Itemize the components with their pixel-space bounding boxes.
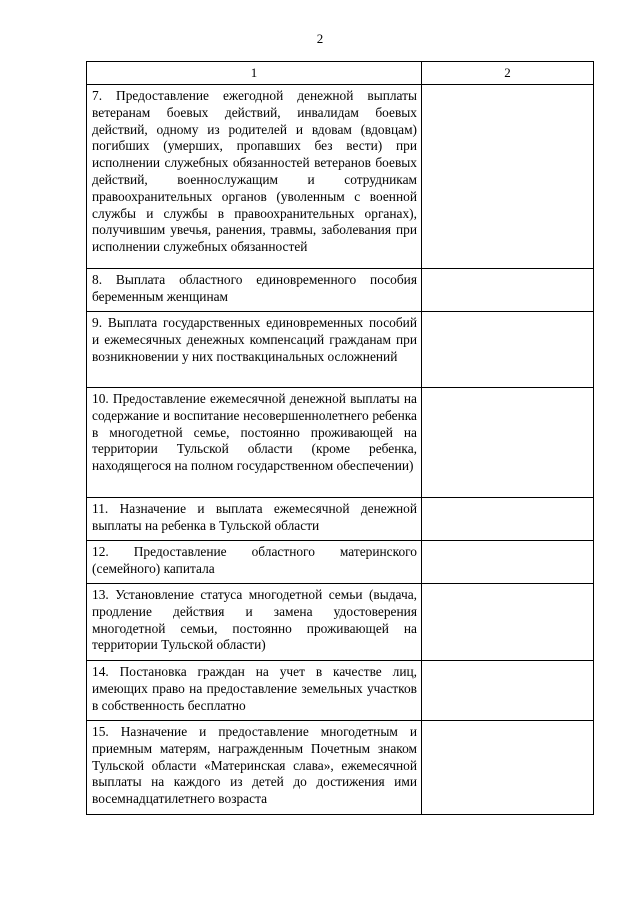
row-cell-col2	[422, 541, 594, 584]
column-header-2: 2	[422, 62, 594, 85]
table-row	[87, 498, 594, 541]
table-row	[87, 721, 594, 815]
table-row	[87, 388, 594, 498]
service-item-11: 11. Назначение и выплата ежемесячной денежной выплаты на ребенка в Тульской области	[87, 498, 422, 541]
table-row	[87, 312, 594, 388]
column-header-1: 1	[87, 62, 422, 85]
table-row	[87, 541, 594, 584]
page-number: 2	[316, 31, 324, 46]
row-cell-col2	[422, 661, 594, 721]
services-table	[86, 61, 594, 815]
row-cell-col2	[422, 85, 594, 269]
row-cell-col2	[422, 388, 594, 498]
service-item-15: 15. Назначение и предоставление многодетным и приемным матерям, награжденным Почетным знаком Тульской области «Материнская слава», ежемесячной выплаты на каждого из детей до достижения ими восемнадцатилетнего возраста	[87, 721, 422, 815]
row-cell-col2	[422, 312, 594, 388]
row-cell-col2	[422, 721, 594, 815]
service-item-9: 9. Выплата государственных единовременных пособий и ежемесячных денежных компенсаций гражданам при возникновении у них поствакцинальных осложнений	[87, 312, 422, 388]
row-cell-col2	[422, 584, 594, 661]
service-item-14: 14. Постановка граждан на учет в качестве лиц, имеющих право на предоставление земельных участков в собственность бесплатно	[87, 661, 422, 721]
service-item-13: 13. Установление статуса многодетной семьи (выдача, продление действия и замена удостоверения многодетной семьи, постоянно проживающей на территории Тульской области)	[87, 584, 422, 661]
table-row	[87, 269, 594, 312]
row-cell-col2	[422, 269, 594, 312]
table-row	[87, 85, 594, 269]
table-row	[87, 661, 594, 721]
service-item-8: 8. Выплата областного единовременного пособия беременным женщинам	[87, 269, 422, 312]
table-row	[87, 584, 594, 661]
row-cell-col2	[422, 498, 594, 541]
table-header-row	[87, 62, 594, 85]
service-item-10: 10. Предоставление ежемесячной денежной выплаты на содержание и воспитание несовершеннолетнего ребенка в многодетной семье, постоянно проживающей на территории Тульской области (кроме ребенка, находящегося на полном государственном обеспечении)	[87, 388, 422, 498]
service-item-7: 7. Предоставление ежегодной денежной выплаты ветеранам боевых действий, инвалидам боевых действий, одному из родителей и вдовам (вдовцам) погибших (умерших, пропавших без вести) при исполнении служебных обязанностей ветеранов боевых действий, военнослужащим и сотрудникам правоохранительных органов (уволенным с военной службы и службы в правоохранительных органах), получившим увечья, ранения, травмы, заболевания при исполнении служебных обязанностей	[87, 85, 422, 269]
service-item-12: 12. Предоставление областного материнского (семейного) капитала	[87, 541, 422, 584]
